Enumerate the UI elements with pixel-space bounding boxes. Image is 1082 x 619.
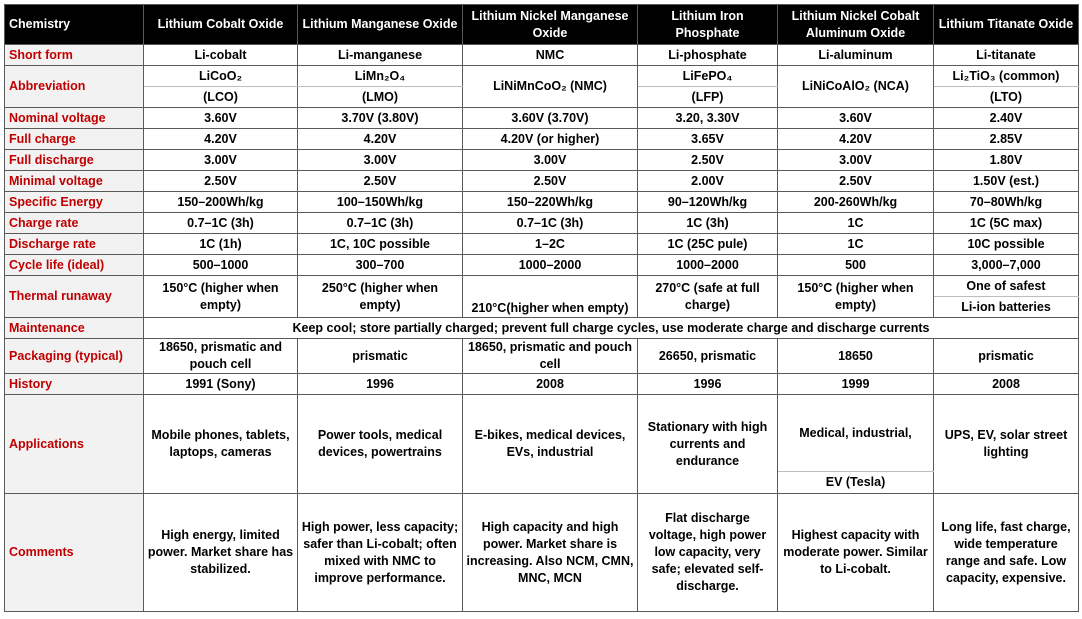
cell-lco: 500–1000 xyxy=(144,255,298,276)
cell-lto: Long life, fast charge, wide temperature range and safe. Low capacity, expensive. xyxy=(934,494,1079,612)
cell-nmc: LiNiMnCoO₂ (NMC) xyxy=(463,66,638,108)
header-lfp: Lithium Iron Phosphate xyxy=(638,5,778,45)
cell-lfp: Li-phosphate xyxy=(638,45,778,66)
cell-lmo: 1996 xyxy=(298,374,463,395)
cell-nca-top: Medical, industrial, xyxy=(778,395,934,472)
cell-nca: 1999 xyxy=(778,374,934,395)
header-lmo: Lithium Manganese Oxide xyxy=(298,5,463,45)
cell-nca: LiNiCoAlO₂ (NCA) xyxy=(778,66,934,108)
cell-lco: High energy, limited power. Market share has stabilized. xyxy=(144,494,298,612)
row-charge-rate xyxy=(5,213,1079,234)
row-label: Cycle life (ideal) xyxy=(5,255,144,276)
row-full-charge xyxy=(5,129,1079,150)
cell-nca: 3.00V xyxy=(778,150,934,171)
row-abbreviation xyxy=(5,66,1079,87)
cell-lto: 1.80V xyxy=(934,150,1079,171)
cell-nca: 500 xyxy=(778,255,934,276)
row-minimal-voltage xyxy=(5,171,1079,192)
row-label: Packaging (typical) xyxy=(5,339,144,374)
cell-lmo: 1C, 10C possible xyxy=(298,234,463,255)
cell-nca: 18650 xyxy=(778,339,934,374)
cell-lmo: Li-manganese xyxy=(298,45,463,66)
cell-nmc: 18650, prismatic and pouch cell xyxy=(463,339,638,374)
cell-lmo: 4.20V xyxy=(298,129,463,150)
cell-lmo: High power, less capacity; safer than Li-cobalt; often mixed with NMC to improve performance. xyxy=(298,494,463,612)
cell-lfp-abbr: (LFP) xyxy=(638,87,778,108)
cell-lco-abbr: (LCO) xyxy=(144,87,298,108)
row-discharge-rate xyxy=(5,234,1079,255)
cell-lto: UPS, EV, solar street lighting xyxy=(934,395,1079,494)
cell-lmo: 0.7–1C (3h) xyxy=(298,213,463,234)
cell-maintenance-all: Keep cool; store partially charged; prevent full charge cycles, use moderate charge and discharge currents xyxy=(144,318,1079,339)
row-specific-energy xyxy=(5,192,1079,213)
cell-lco: 150–200Wh/kg xyxy=(144,192,298,213)
cell-lfp: Stationary with high currents and endurance xyxy=(638,395,778,494)
cell-nmc: 3.00V xyxy=(463,150,638,171)
cell-nca: 1C xyxy=(778,234,934,255)
cell-lco: Mobile phones, tablets, laptops, cameras xyxy=(144,395,298,494)
row-label: Full discharge xyxy=(5,150,144,171)
row-label: Maintenance xyxy=(5,318,144,339)
cell-lfp: 2.00V xyxy=(638,171,778,192)
cell-nmc: 4.20V (or higher) xyxy=(463,129,638,150)
cell-lco: 4.20V xyxy=(144,129,298,150)
cell-lto: Li-titanate xyxy=(934,45,1079,66)
cell-lmo: 300–700 xyxy=(298,255,463,276)
cell-lto-top: One of safest xyxy=(934,276,1079,297)
cell-lmo: 3.00V xyxy=(298,150,463,171)
cell-nca: 4.20V xyxy=(778,129,934,150)
cell-lto: 2008 xyxy=(934,374,1079,395)
cell-lmo: Power tools, medical devices, powertrains xyxy=(298,395,463,494)
header-lto: Lithium Titanate Oxide xyxy=(934,5,1079,45)
cell-nmc: 3.60V (3.70V) xyxy=(463,108,638,129)
row-history xyxy=(5,374,1079,395)
cell-nca: 150°C (higher when empty) xyxy=(778,276,934,318)
cell-nmc: High capacity and high power. Market share is increasing. Also NCM, CMN, MNC, MCN xyxy=(463,494,638,612)
cell-lto: 3,000–7,000 xyxy=(934,255,1079,276)
row-maintenance xyxy=(5,318,1079,339)
cell-lto: 1C (5C max) xyxy=(934,213,1079,234)
cell-lto: 70–80Wh/kg xyxy=(934,192,1079,213)
cell-lmo: 2.50V xyxy=(298,171,463,192)
cell-lmo: prismatic xyxy=(298,339,463,374)
row-packaging xyxy=(5,339,1079,374)
cell-nca: Li-aluminum xyxy=(778,45,934,66)
cell-nca: Highest capacity with moderate power. Similar to Li-cobalt. xyxy=(778,494,934,612)
cell-lto: 2.40V xyxy=(934,108,1079,129)
cell-nca-bottom: EV (Tesla) xyxy=(778,472,934,494)
cell-lto-formula: Li₂TiO₃ (common) xyxy=(934,66,1079,87)
cell-lfp: 26650, prismatic xyxy=(638,339,778,374)
row-cycle-life xyxy=(5,255,1079,276)
cell-nca: 1C xyxy=(778,213,934,234)
cell-nmc: 2.50V xyxy=(463,171,638,192)
row-label: History xyxy=(5,374,144,395)
row-label: Discharge rate xyxy=(5,234,144,255)
cell-lco-formula: LiCoO₂ xyxy=(144,66,298,87)
cell-lfp: 1C (25C pule) xyxy=(638,234,778,255)
row-label: Comments xyxy=(5,494,144,612)
cell-lto: prismatic xyxy=(934,339,1079,374)
row-label: Specific Energy xyxy=(5,192,144,213)
cell-lto: 2.85V xyxy=(934,129,1079,150)
row-label: Full charge xyxy=(5,129,144,150)
cell-lco: 18650, prismatic and pouch cell xyxy=(144,339,298,374)
header-row xyxy=(5,5,1079,45)
cell-lco: 1991 (Sony) xyxy=(144,374,298,395)
cell-lmo-abbr: (LMO) xyxy=(298,87,463,108)
cell-lmo: 250°C (higher when empty) xyxy=(298,276,463,318)
cell-lto-abbr: (LTO) xyxy=(934,87,1079,108)
cell-lfp: 2.50V xyxy=(638,150,778,171)
cell-lto: 1.50V (est.) xyxy=(934,171,1079,192)
cell-lco: Li-cobalt xyxy=(144,45,298,66)
cell-lmo-formula: LiMn₂O₄ xyxy=(298,66,463,87)
cell-lco: 150°C (higher when empty) xyxy=(144,276,298,318)
cell-nmc: 2008 xyxy=(463,374,638,395)
row-nominal-voltage xyxy=(5,108,1079,129)
cell-lfp: 1996 xyxy=(638,374,778,395)
cell-nmc: NMC xyxy=(463,45,638,66)
row-label: Minimal voltage xyxy=(5,171,144,192)
header-nmc: Lithium Nickel Manganese Oxide xyxy=(463,5,638,45)
cell-lco: 3.00V xyxy=(144,150,298,171)
header-chemistry: Chemistry xyxy=(5,5,144,45)
cell-lfp: Flat discharge voltage, high power low capacity, very safe; elevated self-discharge. xyxy=(638,494,778,612)
cell-nmc: 1–2C xyxy=(463,234,638,255)
cell-lco: 3.60V xyxy=(144,108,298,129)
row-short-form xyxy=(5,45,1079,66)
row-label: Nominal voltage xyxy=(5,108,144,129)
cell-lfp: 1C (3h) xyxy=(638,213,778,234)
header-lco: Lithium Cobalt Oxide xyxy=(144,5,298,45)
cell-lco: 0.7–1C (3h) xyxy=(144,213,298,234)
cell-nmc: 210°C(higher when empty) xyxy=(463,276,638,318)
cell-lmo: 100–150Wh/kg xyxy=(298,192,463,213)
cell-nca: 3.60V xyxy=(778,108,934,129)
row-label: Abbreviation xyxy=(5,66,144,108)
row-thermal-runaway xyxy=(5,276,1079,297)
cell-lco: 1C (1h) xyxy=(144,234,298,255)
cell-lto-bottom: Li-ion batteries xyxy=(934,297,1079,318)
cell-lfp: 3.20, 3.30V xyxy=(638,108,778,129)
row-comments xyxy=(5,494,1079,612)
row-label: Applications xyxy=(5,395,144,494)
cell-lco: 2.50V xyxy=(144,171,298,192)
cell-lfp: 270°C (safe at full charge) xyxy=(638,276,778,318)
cell-nca: 2.50V xyxy=(778,171,934,192)
cell-nmc: 1000–2000 xyxy=(463,255,638,276)
cell-lfp-formula: LiFePO₄ xyxy=(638,66,778,87)
row-full-discharge xyxy=(5,150,1079,171)
row-label: Thermal runaway xyxy=(5,276,144,318)
cell-lto: 10C possible xyxy=(934,234,1079,255)
cell-nca: 200-260Wh/kg xyxy=(778,192,934,213)
header-nca: Lithium Nickel Cobalt Aluminum Oxide xyxy=(778,5,934,45)
row-label: Short form xyxy=(5,45,144,66)
cell-nmc: 150–220Wh/kg xyxy=(463,192,638,213)
cell-lfp: 1000–2000 xyxy=(638,255,778,276)
battery-comparison-table xyxy=(4,4,1079,612)
cell-nmc: E-bikes, medical devices, EVs, industrial xyxy=(463,395,638,494)
cell-lfp: 3.65V xyxy=(638,129,778,150)
row-label: Charge rate xyxy=(5,213,144,234)
cell-lfp: 90–120Wh/kg xyxy=(638,192,778,213)
cell-nmc: 0.7–1C (3h) xyxy=(463,213,638,234)
row-applications xyxy=(5,395,1079,472)
cell-lmo: 3.70V (3.80V) xyxy=(298,108,463,129)
